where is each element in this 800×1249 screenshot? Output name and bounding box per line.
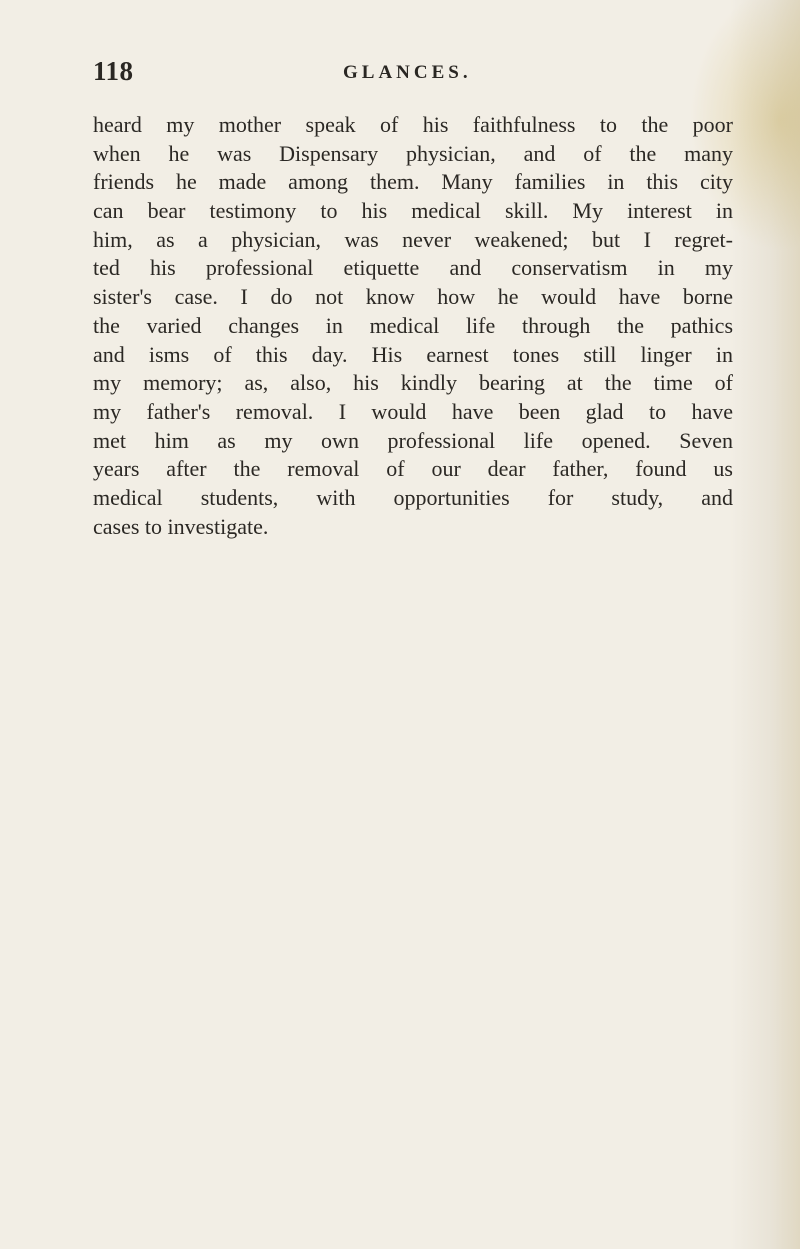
body-paragraph <box>93 111 733 541</box>
text-line: cases to investigate. <box>93 513 269 539</box>
text-line: and isms of this day. His earnest tones still linger in <box>93 341 733 367</box>
text-line: heard my mother speak of his faithfulness to the poor <box>93 112 733 137</box>
text-line: my father's removal. I would have been glad to have <box>93 398 733 424</box>
text-line: when he was Dispensary physician, and of the many <box>93 140 733 166</box>
running-head <box>93 56 733 96</box>
text-line: him, as a physician, was never weakened; but I regret- <box>93 226 733 252</box>
text-line: medical students, with opportunities for study, and <box>93 484 733 510</box>
text-line: sister's case. I do not know how he would have borne <box>93 284 733 310</box>
running-title: GLANCES. <box>343 62 472 83</box>
text-line: years after the removal of our dear father, found us <box>93 456 733 482</box>
text-line: the varied changes in medical life through the pathics <box>93 312 733 338</box>
text-line: can bear testimony to his medical skill. My interest in <box>93 198 733 224</box>
page-number: 118 <box>93 56 134 86</box>
text-line: friends he made among them. Many families in this city <box>93 169 733 195</box>
text-line: ted his professional etiquette and conservatism in my <box>93 255 733 281</box>
text-line: my memory; as, also, his kindly bearing at the time of <box>93 370 733 396</box>
text-line: met him as my own professional life opened. Seven <box>93 427 733 453</box>
